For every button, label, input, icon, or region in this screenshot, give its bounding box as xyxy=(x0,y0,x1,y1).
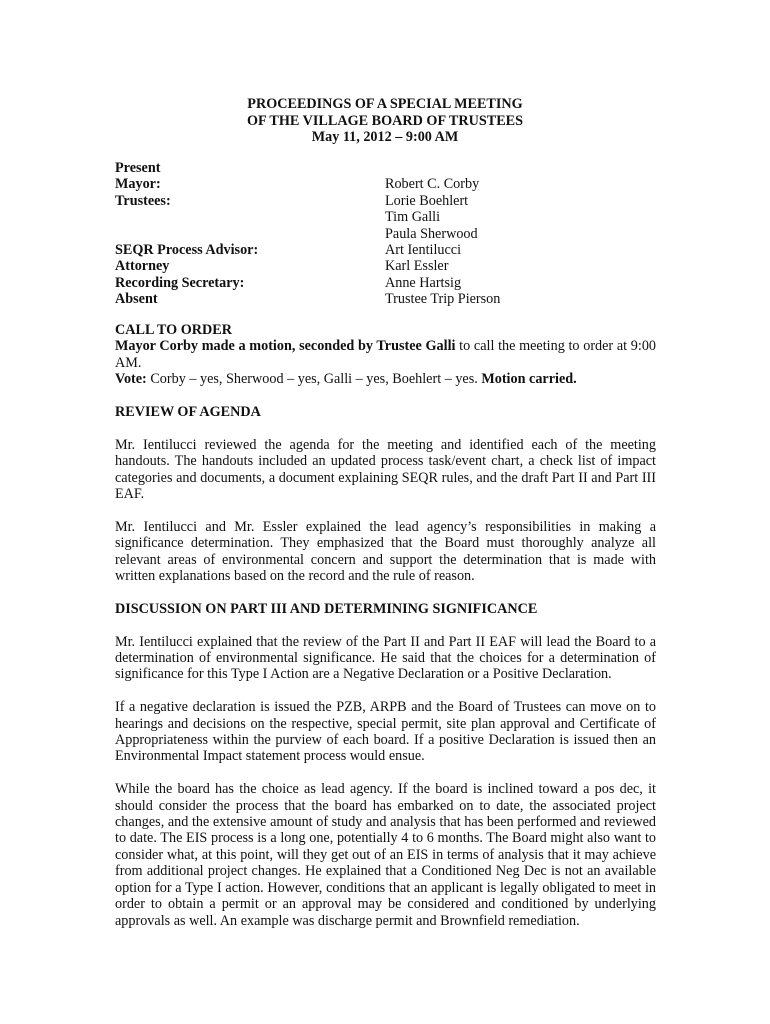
attendance-row xyxy=(115,193,655,209)
attendance-name: Robert C. Corby xyxy=(385,176,480,193)
attendance-row xyxy=(115,226,655,242)
review-agenda-heading: REVIEW OF AGENDA xyxy=(115,404,261,421)
attendance-name: Lorie Boehlert xyxy=(385,192,469,209)
attendance-row xyxy=(115,275,655,291)
review-paragraph-1: Mr. Ientilucci reviewed the agenda for the meeting and identified each of the meeting handouts. The handouts included an updated process task/event chart, a check list of impact categories and documents, a document explaining SEQR rules, and the draft Part II and Part III EAF. xyxy=(115,436,656,503)
document-title xyxy=(115,96,655,146)
document-body xyxy=(115,322,656,929)
present-heading-row xyxy=(115,160,655,176)
vote-paragraph xyxy=(115,371,656,387)
attendance-role: Recording Secretary: xyxy=(115,274,245,291)
attendance-list xyxy=(115,160,655,308)
vote-text: Corby – yes, Sherwood – yes, Galli – yes, Boehlert – yes. xyxy=(146,371,482,388)
motion-text: to call the meeting to order at 9:00 AM. xyxy=(115,338,657,371)
attendance-role: Absent xyxy=(115,291,158,308)
attendance-row xyxy=(115,258,655,274)
title-line-1: PROCEEDINGS OF A SPECIAL MEETING xyxy=(247,96,523,112)
attendance-role: Mayor: xyxy=(115,176,161,193)
attendance-role: Attorney xyxy=(115,258,170,275)
motion-paragraph xyxy=(115,338,656,371)
motion-bold-text: Mayor Corby made a motion, seconded by Trustee Galli xyxy=(115,338,456,355)
vote-label: Vote: xyxy=(115,371,147,388)
discussion-paragraph-3: While the board has the choice as lead agency. If the board is inclined toward a pos dec, it should consider the process that the board has embarked on to date, the associated project changes, and the extensive amount of study and analysis that has been performed and reviewed to date. The EIS process is a long one, potentially 4 to 6 months. The Board might also want to consider what, at this point, will they get out of an EIS in terms of analysis that it may achieve from additional project changes. He explained that a Conditioned Neg Dec is not an available option for a Type I action. However, conditions that an applicant is legally obligated to meet in order to obtain a permit or an approval may be considered and conditioned by underlying approvals as well. An example was discharge permit and Brownfield remediation. xyxy=(115,781,656,929)
attendance-name: Trustee Trip Pierson xyxy=(385,291,501,308)
vote-result: Motion carried. xyxy=(481,371,577,388)
attendance-name: Karl Essler xyxy=(385,258,449,275)
title-line-2: OF THE VILLAGE BOARD OF TRUSTEES xyxy=(246,112,524,129)
attendance-role: SEQR Process Advisor: xyxy=(115,241,259,258)
attendance-row xyxy=(115,242,655,258)
present-label: Present xyxy=(115,160,161,176)
attendance-name: Paula Sherwood xyxy=(385,225,478,242)
discussion-heading: DISCUSSION ON PART III AND DETERMINING SIGNIFICANCE xyxy=(115,600,538,617)
title-line-3: May 11, 2012 – 9:00 AM xyxy=(311,129,459,145)
attendance-name: Art Ientilucci xyxy=(385,241,462,258)
review-paragraph-2: Mr. Ientilucci and Mr. Essler explained the lead agency’s responsibilities in making a significance determination. They emphasized that the Board must thoroughly analyze all relevant areas of environmental concern and support the determination that is made with written explanations based on the record and the rule of reason. xyxy=(115,518,656,585)
discussion-paragraph-2: If a negative declaration is issued the PZB, ARPB and the Board of Trustees can move on to hearings and decisions on the respective, special permit, site plan approval and Certificate of Appropriateness within the purview of each board. If a positive Declaration is issued then an Environmental Impact statement process would ensue. xyxy=(115,699,656,765)
attendance-name: Anne Hartsig xyxy=(385,274,462,291)
discussion-paragraph-1: Mr. Ientilucci explained that the review of the Part II and Part II EAF will lead the Board to a determination of environmental significance. He said that the choices for a determination of significance for this Type I Action are a Negative Declaration or a Positive Declaration. xyxy=(115,633,656,683)
attendance-row xyxy=(115,291,655,307)
attendance-role: Trustees: xyxy=(115,192,171,209)
attendance-row xyxy=(115,176,655,192)
attendance-row xyxy=(115,209,655,225)
call-to-order-heading: CALL TO ORDER xyxy=(115,322,232,338)
attendance-name: Tim Galli xyxy=(385,209,441,226)
